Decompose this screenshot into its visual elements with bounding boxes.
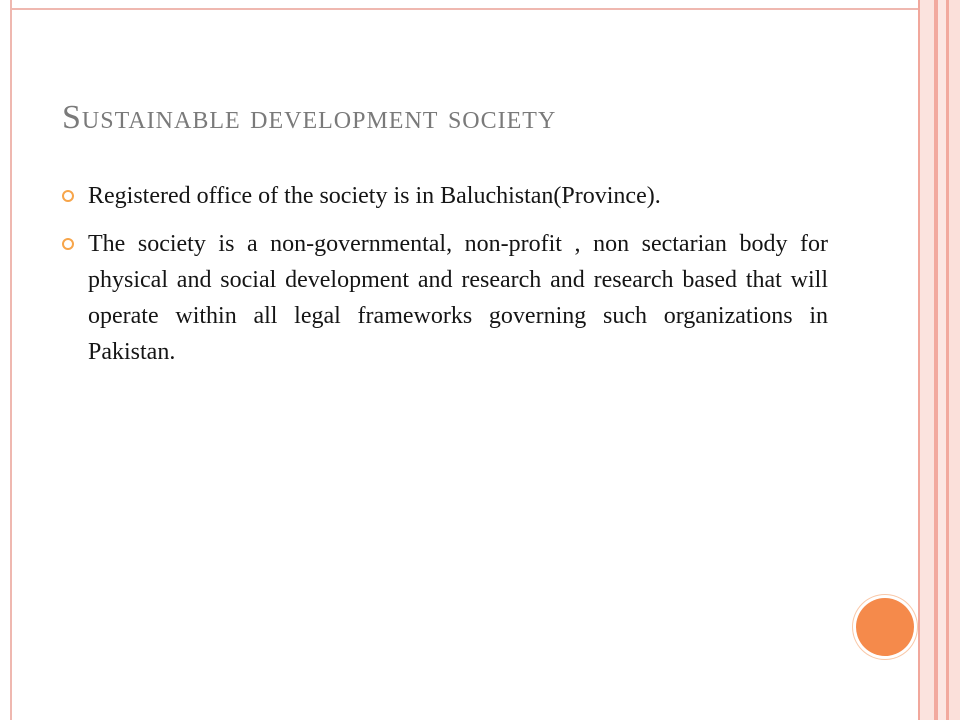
bullet-list: [62, 178, 828, 382]
right-stripe: [949, 0, 960, 720]
right-stripe: [938, 0, 946, 720]
orange-circle-icon: [856, 598, 914, 656]
right-stripe: [920, 0, 934, 720]
bullet-item: [62, 178, 828, 214]
hollow-circle-icon: [62, 238, 74, 250]
left-border-line: [10, 0, 12, 720]
top-border-line: [10, 8, 918, 10]
bullet-text: The society is a non-governmental, non-profit , non sectarian body for physical and social development and research and research based that will operate within all legal frameworks governing such organizations in Pakistan.: [88, 231, 828, 365]
bullet-item: [62, 226, 828, 370]
bullet-text: Registered office of the society is in Baluchistan(Province).: [88, 183, 661, 209]
hollow-circle-icon: [62, 190, 74, 202]
slide-title: Sustainable development society: [62, 99, 557, 136]
